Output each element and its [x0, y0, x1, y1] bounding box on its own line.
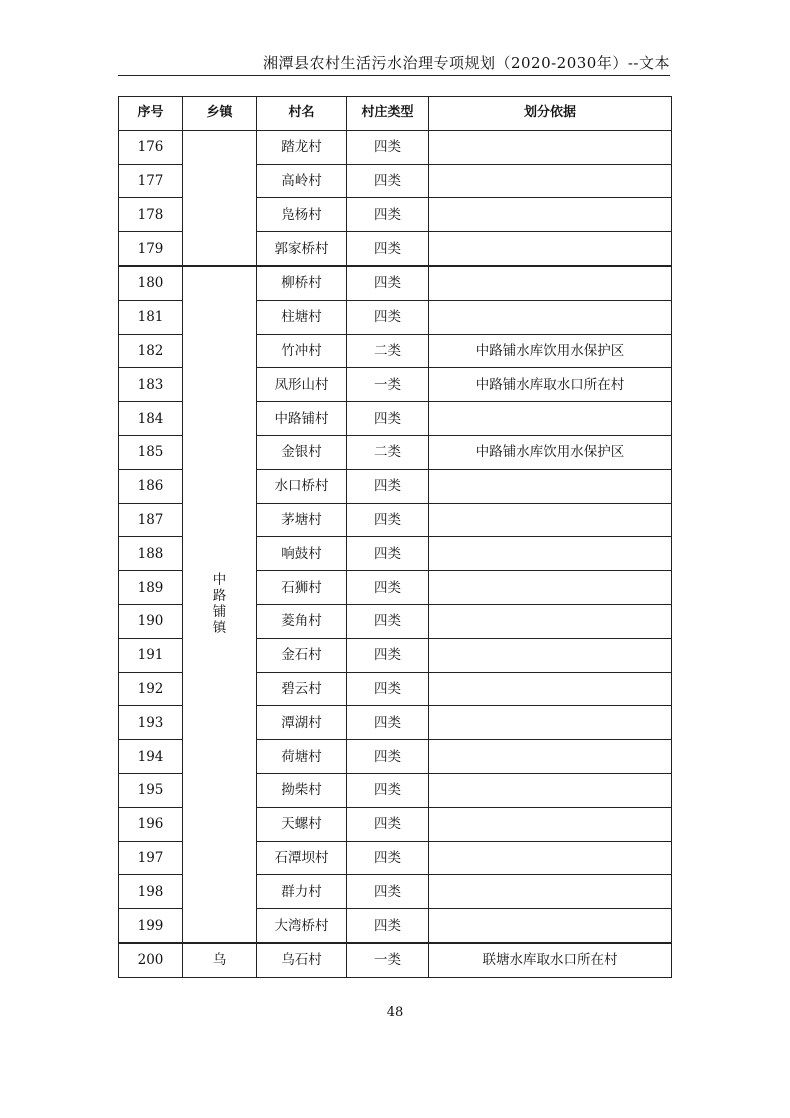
table-row — [119, 130, 672, 164]
cell-no: 179 — [119, 232, 183, 266]
cell-type: 四类 — [347, 807, 429, 841]
cell-village: 柳桥村 — [257, 266, 347, 300]
cell-no: 178 — [119, 198, 183, 232]
cell-no: 186 — [119, 469, 183, 503]
cell-village: 水口桥村 — [257, 469, 347, 503]
town-char: 中 — [212, 572, 227, 589]
cell-village: 拗柴村 — [257, 773, 347, 807]
cell-village: 凫杨村 — [257, 198, 347, 232]
cell-type: 四类 — [347, 164, 429, 198]
page-header: 湘潭县农村生活污水治理专项规划（2020-2030年）--文本 — [262, 54, 670, 72]
cell-village: 响鼓村 — [257, 537, 347, 571]
cell-basis — [429, 266, 672, 300]
cell-basis — [429, 706, 672, 740]
cell-no: 180 — [119, 266, 183, 300]
town-char: 铺 — [212, 604, 227, 621]
cell-basis — [429, 909, 672, 943]
page-number: 48 — [386, 1005, 404, 1020]
cell-type: 四类 — [347, 503, 429, 537]
cell-no: 184 — [119, 402, 183, 436]
table-row — [119, 943, 672, 977]
cell-village: 茅塘村 — [257, 503, 347, 537]
cell-no: 189 — [119, 571, 183, 605]
cell-basis: 中路铺水库饮用水保护区 — [429, 334, 672, 368]
cell-basis — [429, 232, 672, 266]
cell-village: 中路铺村 — [257, 402, 347, 436]
cell-village: 大湾桥村 — [257, 909, 347, 943]
cell-no: 192 — [119, 672, 183, 706]
cell-type: 四类 — [347, 773, 429, 807]
column-header-town: 乡镇 — [183, 97, 257, 131]
cell-basis — [429, 469, 672, 503]
cell-village: 乌石村 — [257, 943, 347, 977]
cell-no: 196 — [119, 807, 183, 841]
cell-basis: 中路铺水库饮用水保护区 — [429, 435, 672, 469]
cell-village: 柱塘村 — [257, 300, 347, 334]
cell-no: 177 — [119, 164, 183, 198]
cell-basis — [429, 537, 672, 571]
cell-no: 185 — [119, 435, 183, 469]
cell-type: 四类 — [347, 300, 429, 334]
cell-type: 四类 — [347, 672, 429, 706]
header-rule — [118, 75, 670, 76]
cell-town — [183, 266, 257, 943]
cell-no: 182 — [119, 334, 183, 368]
cell-basis — [429, 130, 672, 164]
cell-village: 高岭村 — [257, 164, 347, 198]
cell-village: 天螺村 — [257, 807, 347, 841]
column-header-basis: 划分依据 — [429, 97, 672, 131]
cell-no: 199 — [119, 909, 183, 943]
cell-type: 四类 — [347, 638, 429, 672]
cell-basis — [429, 672, 672, 706]
cell-type: 二类 — [347, 334, 429, 368]
table-header-row — [119, 97, 672, 131]
cell-basis: 联塘水库取水口所在村 — [429, 943, 672, 977]
cell-town: 乌 — [183, 943, 257, 977]
cell-village: 菱角村 — [257, 604, 347, 638]
cell-basis — [429, 875, 672, 909]
town-char: 镇 — [212, 620, 227, 637]
cell-type: 四类 — [347, 198, 429, 232]
cell-no: 198 — [119, 875, 183, 909]
town-char: 路 — [212, 588, 227, 605]
cell-basis — [429, 807, 672, 841]
cell-type: 四类 — [347, 537, 429, 571]
cell-basis — [429, 841, 672, 875]
cell-basis — [429, 571, 672, 605]
village-classification-table — [118, 96, 672, 978]
cell-type: 二类 — [347, 435, 429, 469]
cell-village: 郭家桥村 — [257, 232, 347, 266]
cell-type: 四类 — [347, 232, 429, 266]
cell-type: 四类 — [347, 469, 429, 503]
cell-basis — [429, 198, 672, 232]
cell-village: 群力村 — [257, 875, 347, 909]
cell-no: 193 — [119, 706, 183, 740]
cell-type: 一类 — [347, 943, 429, 977]
cell-type: 四类 — [347, 706, 429, 740]
cell-basis — [429, 402, 672, 436]
cell-village: 石潭坝村 — [257, 841, 347, 875]
cell-town — [183, 130, 257, 266]
cell-village: 荷塘村 — [257, 740, 347, 774]
column-header-village: 村名 — [257, 97, 347, 131]
cell-type: 一类 — [347, 368, 429, 402]
cell-type: 四类 — [347, 130, 429, 164]
cell-type: 四类 — [347, 875, 429, 909]
cell-type: 四类 — [347, 909, 429, 943]
cell-basis: 中路铺水库取水口所在村 — [429, 368, 672, 402]
cell-village: 金银村 — [257, 435, 347, 469]
cell-no: 188 — [119, 537, 183, 571]
cell-village: 石狮村 — [257, 571, 347, 605]
cell-no: 176 — [119, 130, 183, 164]
cell-no: 190 — [119, 604, 183, 638]
cell-village: 潭湖村 — [257, 706, 347, 740]
cell-type: 四类 — [347, 402, 429, 436]
cell-type: 四类 — [347, 841, 429, 875]
cell-basis — [429, 503, 672, 537]
cell-village: 竹冲村 — [257, 334, 347, 368]
table-body — [119, 130, 672, 977]
table-row — [119, 266, 672, 300]
cell-no: 181 — [119, 300, 183, 334]
cell-basis — [429, 638, 672, 672]
cell-village: 金石村 — [257, 638, 347, 672]
cell-basis — [429, 164, 672, 198]
cell-basis — [429, 604, 672, 638]
cell-no: 200 — [119, 943, 183, 977]
cell-no: 191 — [119, 638, 183, 672]
cell-no: 187 — [119, 503, 183, 537]
cell-no: 195 — [119, 773, 183, 807]
cell-type: 四类 — [347, 571, 429, 605]
cell-no: 194 — [119, 740, 183, 774]
cell-no: 197 — [119, 841, 183, 875]
cell-basis — [429, 773, 672, 807]
cell-type: 四类 — [347, 266, 429, 300]
cell-basis — [429, 300, 672, 334]
column-header-no: 序号 — [119, 97, 183, 131]
cell-village: 踏龙村 — [257, 130, 347, 164]
cell-no: 183 — [119, 368, 183, 402]
cell-type: 四类 — [347, 604, 429, 638]
cell-village: 凤形山村 — [257, 368, 347, 402]
column-header-type: 村庄类型 — [347, 97, 429, 131]
cell-village: 碧云村 — [257, 672, 347, 706]
cell-type: 四类 — [347, 740, 429, 774]
cell-basis — [429, 740, 672, 774]
